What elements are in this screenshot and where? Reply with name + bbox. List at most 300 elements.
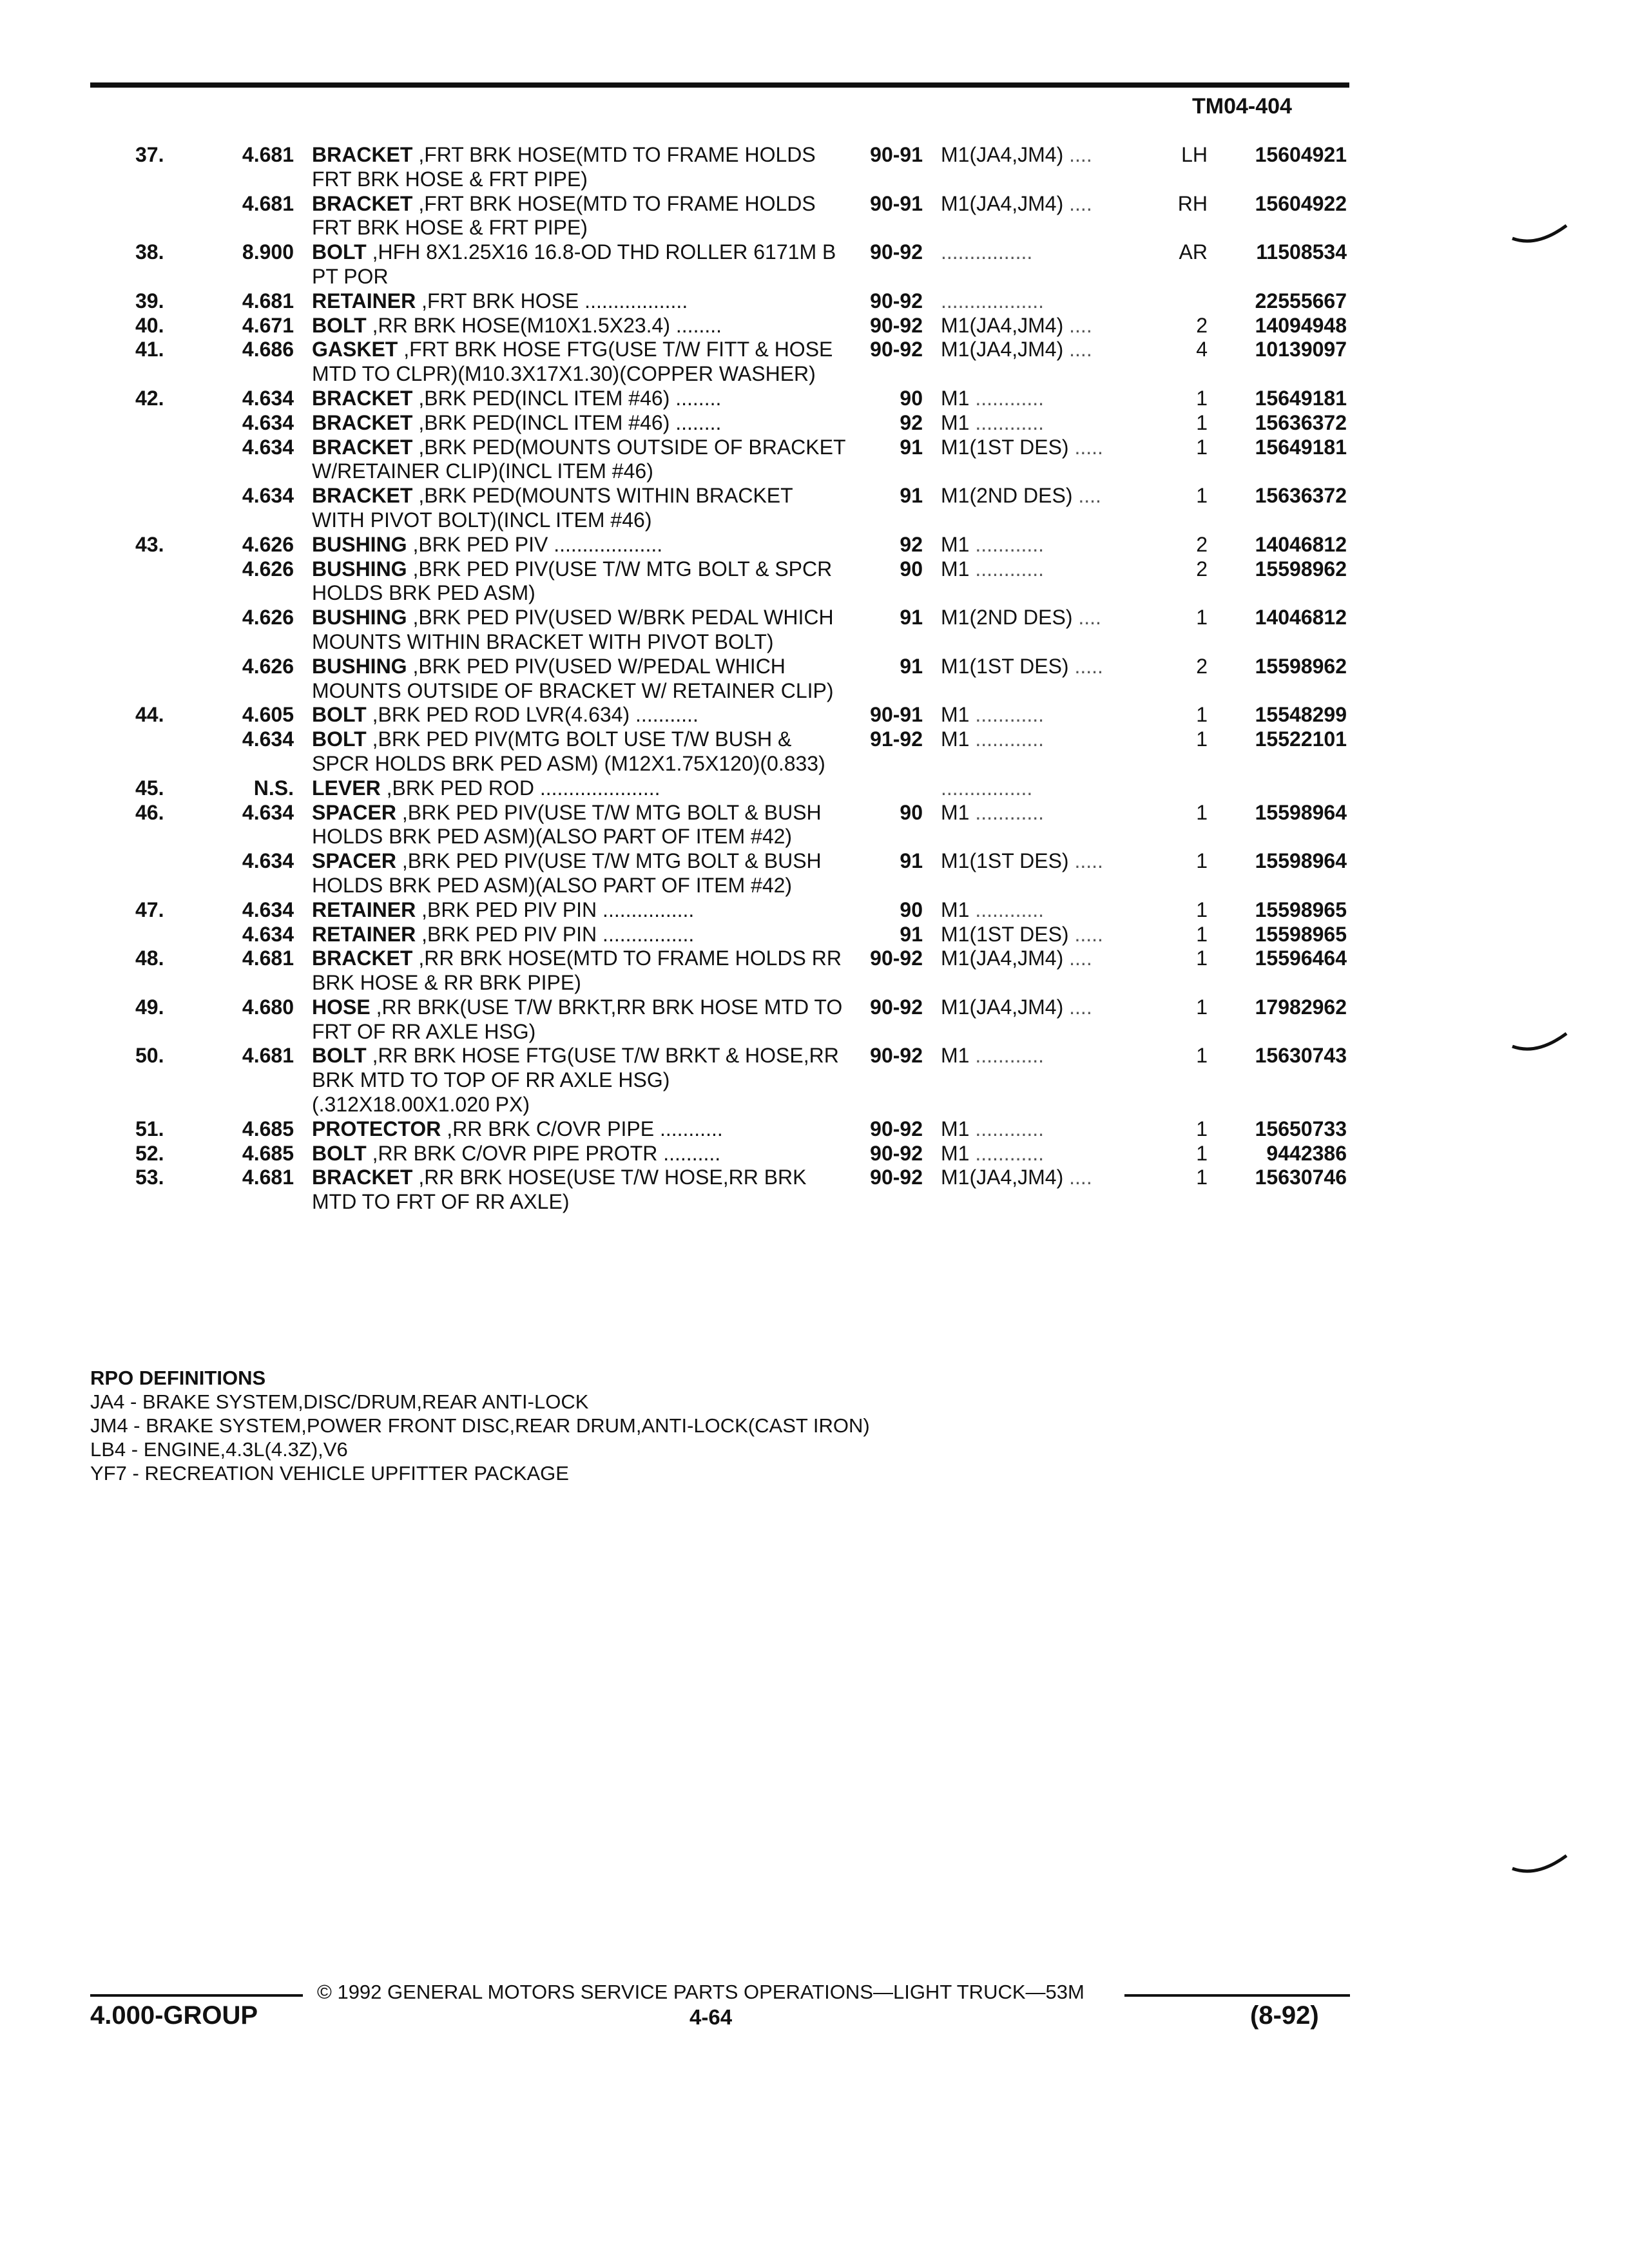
part-description xyxy=(312,727,848,776)
part-description xyxy=(312,484,848,533)
part-entry xyxy=(0,143,1629,192)
part-desc-text: ,BRK PED PIV(USE T/W MTG BOLT & BUSH HOLDS BRK PED ASM)(ALSO PART OF ITEM #42) xyxy=(312,800,822,849)
group-number: 4.680 xyxy=(242,995,294,1019)
dot-leader: ..... xyxy=(1074,654,1103,678)
part-desc-text: ,RR BRK(USE T/W BRKT,RR BRK HOSE MTD TO FRT OF RR AXLE HSG) xyxy=(312,995,843,1043)
model-code-text: M1(JA4,JM4) xyxy=(941,191,1064,215)
item-number: 38. xyxy=(135,240,164,264)
model-code xyxy=(941,995,1160,1020)
part-entry xyxy=(0,557,1629,606)
part-description xyxy=(312,898,848,923)
quantity: 1 xyxy=(1196,849,1208,873)
model-code xyxy=(941,1166,1160,1190)
part-desc-text: ,BRK PED PIV PIN ................ xyxy=(421,922,695,946)
model-code xyxy=(941,314,1160,338)
part-desc-text: ,BRK PED PIV(MTG BOLT USE T/W BUSH & SPCR HOLDS BRK PED ASM) (M12X1.75X120)(0.833) xyxy=(312,727,825,775)
group-number: 4.634 xyxy=(242,435,294,459)
part-number: 22555667 xyxy=(1255,289,1347,312)
part-entry xyxy=(0,703,1629,727)
part-name: BUSHING xyxy=(312,606,407,629)
rpo-def: YF7 - RECREATION VEHICLE UPFITTER PACKAGE xyxy=(90,1462,569,1485)
model-years: 90-91 xyxy=(870,143,923,166)
part-description xyxy=(312,240,848,289)
model-code xyxy=(941,1142,1160,1166)
part-name: RETAINER xyxy=(312,898,416,921)
part-entry xyxy=(0,727,1629,776)
part-number: 15598965 xyxy=(1255,898,1347,921)
dot-leader: ............ xyxy=(975,386,1045,410)
part-description xyxy=(312,923,848,947)
part-description xyxy=(312,557,848,606)
part-number: 14094948 xyxy=(1255,313,1347,337)
model-years: 90 xyxy=(900,898,923,921)
item-number: 52. xyxy=(135,1141,164,1165)
part-name: BRACKET xyxy=(312,947,413,970)
part-name: BOLT xyxy=(312,703,367,727)
quantity: 1 xyxy=(1196,410,1208,434)
part-entry xyxy=(0,192,1629,241)
part-name: BOLT xyxy=(312,240,367,264)
dot-leader: ............ xyxy=(975,557,1045,581)
model-code xyxy=(941,387,1160,411)
part-desc-text: ,BRK PED(MOUNTS WITHIN BRACKET WITH PIVOT BOLT)(INCL ITEM #46) xyxy=(312,484,793,532)
model-code-text: M1(1ST DES) xyxy=(941,922,1069,946)
model-code-text: M1 xyxy=(941,386,970,410)
part-name: PROTECTOR xyxy=(312,1117,441,1140)
part-desc-text: ,BRK PED(MOUNTS OUTSIDE OF BRACKET W/RETAINER CLIP)(INCL ITEM #46) xyxy=(312,435,845,483)
model-code-text: M1 xyxy=(941,1141,970,1165)
part-description xyxy=(312,1044,848,1117)
quantity: 1 xyxy=(1196,1044,1208,1068)
model-code xyxy=(941,947,1160,971)
part-description xyxy=(312,1117,848,1142)
model-code xyxy=(941,533,1160,557)
model-code xyxy=(941,727,1160,752)
quantity: 4 xyxy=(1196,338,1208,361)
part-number: 15630746 xyxy=(1255,1166,1347,1189)
part-description xyxy=(312,849,848,898)
model-code-text: M1 xyxy=(941,557,970,581)
quantity: 1 xyxy=(1196,606,1208,629)
part-entry xyxy=(0,1117,1629,1142)
part-entry xyxy=(0,387,1629,411)
part-desc-text: ,BRK PED PIV(USE T/W MTG BOLT & BUSH HOLDS BRK PED ASM)(ALSO PART OF ITEM #42) xyxy=(312,849,822,897)
dot-leader: ..... xyxy=(1074,849,1103,873)
rpo-definitions xyxy=(90,1366,870,1485)
part-number: 15522101 xyxy=(1255,727,1347,751)
model-code xyxy=(941,1044,1160,1068)
group-number: 4.685 xyxy=(242,1117,294,1140)
footer-rule-left xyxy=(90,1994,303,1997)
model-code xyxy=(941,1117,1160,1142)
model-code xyxy=(941,801,1160,825)
part-entry xyxy=(0,314,1629,338)
part-name: BRACKET xyxy=(312,1166,413,1189)
quantity: RH xyxy=(1177,191,1208,215)
model-code xyxy=(941,898,1160,923)
part-description xyxy=(312,606,848,655)
part-description xyxy=(312,289,848,314)
quantity: LH xyxy=(1181,143,1208,166)
dot-leader: .... xyxy=(1069,143,1092,166)
part-entry xyxy=(0,411,1629,436)
model-code xyxy=(941,776,1160,801)
model-code-text: M1(1ST DES) xyxy=(941,654,1069,678)
model-code xyxy=(941,849,1160,874)
dot-leader: .................. xyxy=(941,289,1045,312)
item-number: 45. xyxy=(135,776,164,800)
dot-leader: .... xyxy=(1069,1166,1092,1189)
group-number: 4.626 xyxy=(242,606,294,629)
part-desc-text: ,FRT BRK HOSE(MTD TO FRAME HOLDS FRT BRK HOSE & FRT PIPE) xyxy=(312,191,816,240)
model-years: 90-92 xyxy=(870,1166,923,1189)
part-number: 15598964 xyxy=(1255,800,1347,824)
part-entry xyxy=(0,1166,1629,1215)
item-number: 44. xyxy=(135,703,164,727)
quantity: 1 xyxy=(1196,800,1208,824)
group-number: 4.626 xyxy=(242,557,294,581)
item-number: 39. xyxy=(135,289,164,312)
dot-leader: ............ xyxy=(975,800,1045,824)
dot-leader: .... xyxy=(1069,313,1092,337)
part-number: 14046812 xyxy=(1255,606,1347,629)
part-entry xyxy=(0,1142,1629,1166)
part-description xyxy=(312,387,848,411)
model-code xyxy=(941,703,1160,727)
part-name: BRACKET xyxy=(312,191,413,215)
dot-leader: .... xyxy=(1069,191,1092,215)
part-desc-text: ,BRK PED PIV PIN ................ xyxy=(421,898,695,921)
model-years: 90-92 xyxy=(870,1117,923,1140)
item-number: 42. xyxy=(135,386,164,410)
dot-leader: ..... xyxy=(1074,922,1103,946)
part-name: RETAINER xyxy=(312,289,416,312)
part-number: 15650733 xyxy=(1255,1117,1347,1140)
model-years: 90-92 xyxy=(870,995,923,1019)
model-code xyxy=(941,338,1160,362)
part-desc-text: ,RR BRK HOSE(M10X1.5X23.4) ........ xyxy=(372,313,722,337)
rpo-def: LB4 - ENGINE,4.3L(4.3Z),V6 xyxy=(90,1438,348,1461)
part-description xyxy=(312,314,848,338)
part-desc-text: ,BRK PED ROD LVR(4.634) ........... xyxy=(372,703,699,727)
group-number: 4.671 xyxy=(242,313,294,337)
part-name: GASKET xyxy=(312,338,398,361)
model-code xyxy=(941,655,1160,679)
dot-leader: ............ xyxy=(975,703,1045,727)
part-desc-text: ,BRK PED(INCL ITEM #46) ........ xyxy=(418,410,722,434)
binding-mark-icon xyxy=(1511,1030,1569,1055)
model-code-text: M1(JA4,JM4) xyxy=(941,143,1064,166)
model-code-text: M1(JA4,JM4) xyxy=(941,995,1064,1019)
quantity: 2 xyxy=(1196,654,1208,678)
group-number: 4.634 xyxy=(242,484,294,508)
item-number: 48. xyxy=(135,947,164,970)
model-years: 90-91 xyxy=(870,703,923,727)
document-code: TM04-404 xyxy=(1192,94,1292,119)
item-number: 41. xyxy=(135,338,164,361)
model-code-text: M1 xyxy=(941,703,970,727)
part-description xyxy=(312,533,848,557)
part-name: LEVER xyxy=(312,776,381,800)
model-years: 91 xyxy=(900,922,923,946)
model-years: 91 xyxy=(900,606,923,629)
model-years: 90-92 xyxy=(870,947,923,970)
part-description xyxy=(312,1142,848,1166)
part-name: HOSE xyxy=(312,995,371,1019)
model-code-text: M1(1ST DES) xyxy=(941,435,1069,459)
dot-leader: ............ xyxy=(975,727,1045,751)
part-name: BUSHING xyxy=(312,532,407,556)
model-years: 92 xyxy=(900,532,923,556)
part-description xyxy=(312,776,848,801)
part-desc-text: ,BRK PED PIV(USE T/W MTG BOLT & SPCR HOLDS BRK PED ASM) xyxy=(312,557,833,605)
part-entry xyxy=(0,849,1629,898)
part-entry xyxy=(0,606,1629,655)
group-number: 4.681 xyxy=(242,143,294,166)
part-description xyxy=(312,947,848,995)
dot-leader: .... xyxy=(1069,338,1092,361)
part-number: 10139097 xyxy=(1255,338,1347,361)
quantity: 1 xyxy=(1196,898,1208,921)
part-desc-text: ,BRK PED PIV ................... xyxy=(412,532,663,556)
model-code xyxy=(941,436,1160,460)
model-code xyxy=(941,240,1160,265)
model-code xyxy=(941,143,1160,168)
part-desc-text: ,RR BRK HOSE(USE T/W HOSE,RR BRK MTD TO FRT OF RR AXLE) xyxy=(312,1166,807,1214)
part-entry xyxy=(0,947,1629,995)
part-desc-text: ,FRT BRK HOSE .................. xyxy=(421,289,688,312)
top-rule xyxy=(90,82,1349,88)
dot-leader: .... xyxy=(1069,947,1092,970)
model-code xyxy=(941,192,1160,216)
item-number: 50. xyxy=(135,1044,164,1068)
part-number: 15604922 xyxy=(1255,191,1347,215)
model-code xyxy=(941,484,1160,508)
quantity: 1 xyxy=(1196,386,1208,410)
model-code-text: M1(JA4,JM4) xyxy=(941,313,1064,337)
model-code xyxy=(941,289,1160,314)
part-description xyxy=(312,411,848,436)
part-desc-text: ,FRT BRK HOSE FTG(USE T/W FITT & HOSE MTD TO CLPR)(M10.3X17X1.30)(COPPER WASHER) xyxy=(312,338,833,386)
part-name: BRACKET xyxy=(312,386,413,410)
part-description xyxy=(312,703,848,727)
part-number: 11508534 xyxy=(1256,240,1347,264)
part-desc-text: ,HFH 8X1.25X16 16.8-OD THD ROLLER 6171M B PT POR xyxy=(312,240,836,288)
rpo-def: JA4 - BRAKE SYSTEM,DISC/DRUM,REAR ANTI-LOCK xyxy=(90,1390,589,1413)
dot-leader: ............ xyxy=(975,1117,1045,1140)
model-code xyxy=(941,923,1160,947)
item-number: 51. xyxy=(135,1117,164,1140)
group-number: 4.686 xyxy=(242,338,294,361)
part-desc-text: ,RR BRK C/OVR PIPE ........... xyxy=(447,1117,723,1140)
part-entry xyxy=(0,436,1629,485)
part-desc-text: ,BRK PED ROD ..................... xyxy=(386,776,660,800)
part-name: RETAINER xyxy=(312,922,416,946)
model-code-text: M1 xyxy=(941,532,970,556)
model-years: 90-91 xyxy=(870,191,923,215)
binding-mark-icon xyxy=(1511,222,1569,247)
part-entry xyxy=(0,776,1629,801)
model-code-text: M1 xyxy=(941,727,970,751)
part-desc-text: ,BRK PED PIV(USED W/BRK PEDAL WHICH MOUNTS WITHIN BRACKET WITH PIVOT BOLT) xyxy=(312,606,834,653)
dot-leader: ............ xyxy=(975,1141,1045,1165)
quantity: 2 xyxy=(1196,313,1208,337)
rpo-title: RPO DEFINITIONS xyxy=(90,1367,266,1389)
model-years: 90-92 xyxy=(870,1141,923,1165)
quantity: 2 xyxy=(1196,557,1208,581)
group-number: 4.626 xyxy=(242,532,294,556)
group-number: N.S. xyxy=(253,776,294,800)
model-years: 90-92 xyxy=(870,240,923,264)
part-description xyxy=(312,995,848,1044)
quantity: 1 xyxy=(1196,1166,1208,1189)
part-description xyxy=(312,655,848,704)
model-years: 90 xyxy=(900,800,923,824)
group-number: 4.634 xyxy=(242,410,294,434)
part-entry xyxy=(0,995,1629,1044)
part-name: BOLT xyxy=(312,727,367,751)
part-entry xyxy=(0,338,1629,387)
part-entry xyxy=(0,898,1629,923)
model-code-text: M1(2ND DES) xyxy=(941,606,1073,629)
model-years: 91 xyxy=(900,654,923,678)
part-name: BUSHING xyxy=(312,557,407,581)
parts-list xyxy=(0,143,1629,1215)
part-name: SPACER xyxy=(312,849,396,873)
part-entry xyxy=(0,801,1629,850)
footer-rule-right xyxy=(1124,1994,1350,1997)
part-entry xyxy=(0,484,1629,533)
group-number: 4.634 xyxy=(242,922,294,946)
part-number: 15604921 xyxy=(1255,143,1347,166)
part-name: BRACKET xyxy=(312,143,413,166)
part-desc-text: ,RR BRK HOSE(MTD TO FRAME HOLDS RR BRK HOSE & RR BRK PIPE) xyxy=(312,947,842,995)
model-code-text: M1(JA4,JM4) xyxy=(941,947,1064,970)
footer-copyright: © 1992 GENERAL MOTORS SERVICE PARTS OPERATIONS—LIGHT TRUCK—53M xyxy=(317,1981,1084,2003)
group-number: 4.605 xyxy=(242,703,294,727)
model-code xyxy=(941,606,1160,630)
model-years: 90-92 xyxy=(870,313,923,337)
item-number: 53. xyxy=(135,1166,164,1189)
model-code-text: M1 xyxy=(941,410,970,434)
group-number: 4.681 xyxy=(242,947,294,970)
dot-leader: ............ xyxy=(975,410,1045,434)
group-number: 4.681 xyxy=(242,289,294,312)
part-description xyxy=(312,801,848,850)
group-number: 4.681 xyxy=(242,1166,294,1189)
quantity: 1 xyxy=(1196,727,1208,751)
group-number: 4.634 xyxy=(242,849,294,873)
quantity: 1 xyxy=(1196,995,1208,1019)
model-code-text: M1(JA4,JM4) xyxy=(941,338,1064,361)
item-number: 37. xyxy=(135,143,164,166)
part-entry xyxy=(0,533,1629,557)
model-code-text: M1(1ST DES) xyxy=(941,849,1069,873)
quantity: 1 xyxy=(1196,1141,1208,1165)
group-number: 4.626 xyxy=(242,654,294,678)
part-number: 15598962 xyxy=(1255,654,1347,678)
dot-leader: ............ xyxy=(975,898,1045,921)
quantity: 1 xyxy=(1196,703,1208,727)
part-number: 15598964 xyxy=(1255,849,1347,873)
quantity: 1 xyxy=(1196,922,1208,946)
part-description xyxy=(312,192,848,241)
model-years: 91-92 xyxy=(870,727,923,751)
quantity: 2 xyxy=(1196,532,1208,556)
part-name: BOLT xyxy=(312,313,367,337)
quantity: 1 xyxy=(1196,947,1208,970)
part-desc-text: ,RR BRK C/OVR PIPE PROTR .......... xyxy=(372,1141,721,1165)
item-number: 40. xyxy=(135,313,164,337)
dot-leader: ............ xyxy=(975,532,1045,556)
group-number: 4.634 xyxy=(242,386,294,410)
part-name: BUSHING xyxy=(312,654,407,678)
part-entry xyxy=(0,923,1629,947)
part-entry xyxy=(0,1044,1629,1117)
part-number: 9442386 xyxy=(1266,1141,1347,1165)
part-entry xyxy=(0,240,1629,289)
part-number: 15598962 xyxy=(1255,557,1347,581)
group-number: 4.634 xyxy=(242,727,294,751)
dot-leader: ..... xyxy=(1074,435,1103,459)
item-number: 46. xyxy=(135,800,164,824)
group-number: 4.681 xyxy=(242,1044,294,1068)
part-desc-text: ,BRK PED(INCL ITEM #46) ........ xyxy=(418,386,722,410)
model-code-text: M1 xyxy=(941,1044,970,1068)
part-description xyxy=(312,436,848,485)
part-name: BRACKET xyxy=(312,484,413,508)
dot-leader: .... xyxy=(1078,606,1101,629)
quantity: 1 xyxy=(1196,484,1208,508)
part-number: 15598965 xyxy=(1255,922,1347,946)
part-number: 15630743 xyxy=(1255,1044,1347,1068)
model-code-text: M1 xyxy=(941,1117,970,1140)
footer-group: 4.000-GROUP xyxy=(90,2001,258,2030)
part-description xyxy=(312,338,848,387)
group-number: 4.634 xyxy=(242,800,294,824)
part-number: 15548299 xyxy=(1255,703,1347,727)
quantity: 1 xyxy=(1196,435,1208,459)
part-desc-text: ,RR BRK HOSE FTG(USE T/W BRKT & HOSE,RR BRK MTD TO TOP OF RR AXLE HSG) (.312X18.00X1.020 PX) xyxy=(312,1044,839,1117)
model-code xyxy=(941,557,1160,582)
quantity: AR xyxy=(1179,240,1208,264)
group-number: 4.634 xyxy=(242,898,294,921)
part-name: BRACKET xyxy=(312,410,413,434)
model-years: 92 xyxy=(900,410,923,434)
model-years: 90-92 xyxy=(870,1044,923,1068)
part-number: 14046812 xyxy=(1255,532,1347,556)
dot-leader: .... xyxy=(1069,995,1092,1019)
model-years: 91 xyxy=(900,435,923,459)
group-number: 8.900 xyxy=(242,240,294,264)
model-years: 91 xyxy=(900,849,923,873)
part-desc-text: ,FRT BRK HOSE(MTD TO FRAME HOLDS FRT BRK HOSE & FRT PIPE) xyxy=(312,143,816,191)
footer-date: (8-92) xyxy=(1250,2001,1319,2030)
part-entry xyxy=(0,655,1629,704)
model-years: 91 xyxy=(900,484,923,508)
part-number: 15636372 xyxy=(1255,410,1347,434)
part-number: 15649181 xyxy=(1255,386,1347,410)
model-years: 90 xyxy=(900,386,923,410)
model-years: 90 xyxy=(900,557,923,581)
part-desc-text: ,BRK PED PIV(USED W/PEDAL WHICH MOUNTS OUTSIDE OF BRACKET W/ RETAINER CLIP) xyxy=(312,654,834,702)
part-description xyxy=(312,143,848,192)
model-code xyxy=(941,411,1160,436)
dot-leader: .... xyxy=(1078,484,1101,508)
model-code-text: M1(2ND DES) xyxy=(941,484,1073,508)
group-number: 4.681 xyxy=(242,191,294,215)
model-years: 90-92 xyxy=(870,289,923,312)
